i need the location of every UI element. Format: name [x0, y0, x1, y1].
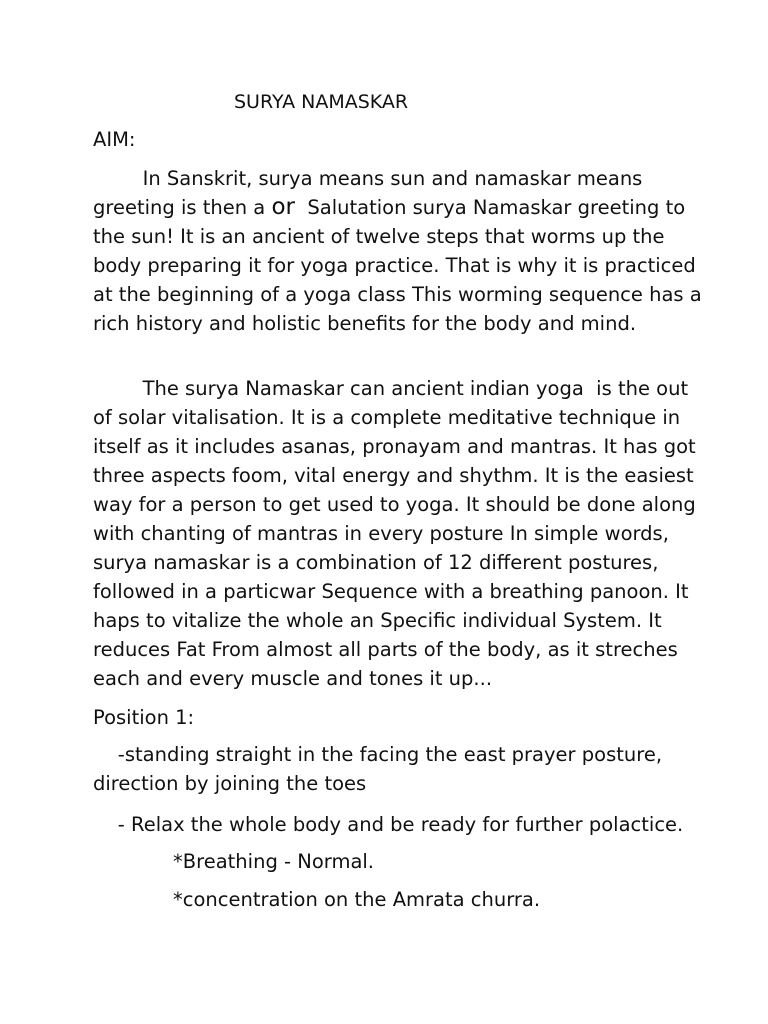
paragraph-line: followed in a particwar Sequence with a breathing panoon. It: [93, 580, 689, 603]
paragraph-text: greeting is then a: [93, 196, 272, 219]
instruction-line: -standing straight in the facing the east prayer posture,: [93, 743, 663, 766]
breathing-note: *Breathing - Normal.: [173, 850, 375, 873]
aim-label: AIM:: [93, 128, 136, 151]
position-label: Position 1:: [93, 706, 195, 729]
paragraph-text: Salutation surya Namaskar greeting to: [294, 196, 686, 219]
paragraph-intro: [93, 164, 702, 338]
instruction-standing: [93, 740, 662, 798]
paragraph-line: haps to vitalize the whole an Specific individual System. It: [93, 609, 662, 632]
paragraph-line: [93, 193, 702, 222]
paragraph-line: at the beginning of a yoga class This worming sequence has a: [93, 283, 702, 306]
paragraph-text-large: or: [271, 194, 295, 220]
instruction-relax: - Relax the whole body and be ready for further polactice.: [93, 813, 684, 836]
concentration-note: *concentration on the Amrata churra.: [173, 888, 541, 911]
paragraph-line: three aspects foom, vital energy and shythm. It is the easiest: [93, 464, 694, 487]
paragraph-line: reduces Fat From almost all parts of the body, as it streches: [93, 638, 678, 661]
paragraph-line: In Sanskrit, surya means sun and namaskar means: [93, 167, 643, 190]
paragraph-line: itself as it includes asanas, pronayam and mantras. It has got: [93, 435, 696, 458]
paragraph-line: of solar vitalisation. It is a complete meditative technique in: [93, 406, 681, 429]
paragraph-line: the sun! It is an ancient of twelve steps that worms up the: [93, 225, 665, 248]
paragraph-description: [93, 374, 696, 693]
paragraph-line: with chanting of mantras in every posture In simple words,: [93, 522, 669, 545]
paragraph-line: surya namaskar is a combination of 12 different postures,: [93, 551, 659, 574]
paragraph-line: way for a person to get used to yoga. It should be done along: [93, 493, 696, 516]
paragraph-line: each and every muscle and tones it up...: [93, 667, 493, 690]
paragraph-line: body preparing it for yoga practice. That is why it is practiced: [93, 254, 696, 277]
instruction-line: direction by joining the toes: [93, 772, 367, 795]
document-title: SURYA NAMASKAR: [234, 91, 409, 113]
paragraph-line: rich history and holistic benefits for the body and mind.: [93, 312, 637, 335]
paragraph-line: The surya Namaskar can ancient indian yoga is the out: [93, 377, 689, 400]
